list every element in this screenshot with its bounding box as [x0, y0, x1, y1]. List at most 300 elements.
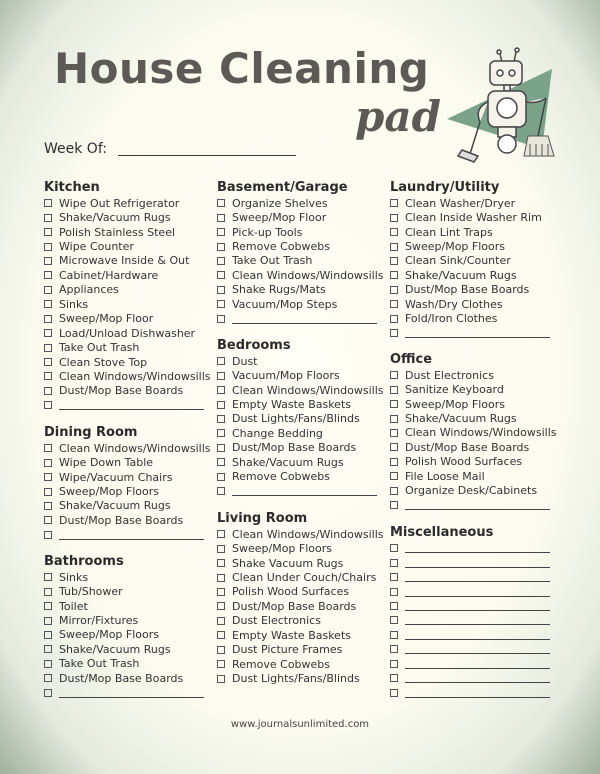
checklist-item-label: Fold/Iron Clothes: [405, 312, 498, 326]
section-title: Basement/Garage: [217, 180, 348, 195]
checkbox[interactable]: [390, 616, 398, 624]
checklist-item-label: Clean Inside Washer Rim: [405, 211, 542, 225]
checklist-item: [390, 426, 555, 440]
checklist-item-label: Dust Lights/Fans/Blinds: [232, 412, 360, 426]
checklist-item: [217, 268, 382, 282]
write-in-line[interactable]: [405, 617, 550, 625]
checkbox[interactable]: [44, 660, 52, 668]
checklist-item: [217, 441, 382, 455]
checklist-item: [44, 326, 209, 340]
checkbox[interactable]: [390, 487, 398, 495]
checkbox[interactable]: [390, 214, 398, 222]
checkbox[interactable]: [44, 617, 52, 625]
checklist-item-label: Clean Windows/Windowsills: [232, 268, 384, 282]
checkbox[interactable]: [217, 588, 225, 596]
checklist-item-label: Toilet: [59, 599, 88, 613]
checklist-item-label: Dust/Mop Base Boards: [59, 384, 184, 398]
checkbox[interactable]: [217, 530, 225, 538]
checkbox[interactable]: [217, 415, 225, 423]
checklist-item-label: Sweep/Mop Floor: [232, 211, 327, 225]
checklist-item-label: Shake/Vacuum Rugs: [232, 455, 344, 469]
section-title: Kitchen: [44, 180, 100, 195]
checkbox[interactable]: [390, 286, 398, 294]
checklist-item: [44, 225, 209, 239]
checklist-item: [44, 196, 209, 210]
section-title: Dining Room: [44, 425, 138, 440]
blank-checklist-item: [217, 312, 382, 326]
checklist-item-label: Remove Cobwebs: [232, 470, 331, 484]
checkbox[interactable]: [217, 228, 225, 236]
checklist-item: [44, 369, 209, 383]
checklist-item-label: Wipe Counter: [59, 240, 134, 254]
checklist-item: [217, 225, 382, 239]
checkbox[interactable]: [44, 588, 52, 596]
page-title: House Cleaning: [54, 44, 430, 93]
checklist-item: [217, 455, 382, 469]
checklist-item: [44, 657, 209, 671]
checklist-item: [217, 671, 382, 685]
checklist-item-label: Shake/Vacuum Rugs: [405, 268, 517, 282]
checkbox[interactable]: [217, 660, 225, 668]
checkbox[interactable]: [217, 559, 225, 567]
write-in-line[interactable]: [59, 690, 204, 698]
checklist-item-label: Organize Shelves: [232, 196, 328, 210]
checklist-item: [217, 556, 382, 570]
write-in-line[interactable]: [405, 646, 550, 654]
checklist-item: [44, 297, 209, 311]
section-title: Laundry/Utility: [390, 180, 500, 195]
checklist-item: [217, 397, 382, 411]
blank-checklist-item: [390, 685, 555, 699]
checklist-item: [217, 412, 382, 426]
checkbox[interactable]: [44, 444, 52, 452]
checkbox[interactable]: [390, 443, 398, 451]
checkbox[interactable]: [44, 689, 52, 697]
checkbox[interactable]: [217, 473, 225, 481]
blank-checklist-item: [44, 398, 209, 412]
checkbox[interactable]: [390, 689, 398, 697]
checklist-item-label: Microwave Inside & Out: [59, 254, 190, 268]
blank-checklist-item: [44, 528, 209, 542]
section-title: Office: [390, 352, 433, 367]
checklist-item-label: Sweep/Mop Floors: [405, 240, 505, 254]
checklist-item-label: Wipe/Vacuum Chairs: [59, 470, 173, 484]
checklist-item-label: Sweep/Mop Floors: [59, 485, 159, 499]
checkbox[interactable]: [44, 674, 52, 682]
checkbox[interactable]: [390, 400, 398, 408]
checkbox[interactable]: [390, 271, 398, 279]
checkbox[interactable]: [44, 531, 52, 539]
checkbox[interactable]: [44, 257, 52, 265]
checkbox[interactable]: [217, 458, 225, 466]
checkbox[interactable]: [390, 645, 398, 653]
checkbox[interactable]: [44, 329, 52, 337]
write-in-line[interactable]: [405, 502, 550, 510]
checkbox[interactable]: [217, 675, 225, 683]
checklist-item-label: Clean Under Couch/Chairs: [232, 571, 377, 585]
checklist-item: [217, 426, 382, 440]
checklist-item-label: Clean Lint Traps: [405, 225, 493, 239]
checklist-item-label: Load/Unload Dishwasher: [59, 326, 196, 340]
checkbox[interactable]: [44, 286, 52, 294]
checklist-item: [44, 628, 209, 642]
checkbox[interactable]: [44, 459, 52, 467]
checklist-item-label: Mirror/Fixtures: [59, 614, 139, 628]
checkbox[interactable]: [44, 488, 52, 496]
write-in-line[interactable]: [405, 690, 550, 698]
checklist-item: [390, 312, 555, 326]
checkbox[interactable]: [44, 631, 52, 639]
checklist-item: [44, 613, 209, 627]
checklist-item: [390, 210, 555, 224]
checklist-item-label: Dust Electronics: [405, 368, 494, 382]
checkbox[interactable]: [390, 472, 398, 480]
checkbox[interactable]: [390, 315, 398, 323]
checklist-item-label: Dust/Mop Base Boards: [59, 513, 184, 527]
checklist-item-label: Polish Wood Surfaces: [232, 585, 350, 599]
checkbox[interactable]: [217, 243, 225, 251]
checkbox[interactable]: [217, 401, 225, 409]
blank-checklist-item: [390, 613, 555, 627]
checklist-item: [390, 239, 555, 253]
checklist-item: [217, 470, 382, 484]
checkbox[interactable]: [217, 357, 225, 365]
blank-checklist-item: [390, 541, 555, 555]
section-title: Living Room: [217, 511, 308, 526]
checklist-item-label: Take Out Trash: [59, 657, 140, 671]
checklist-item-label: Organize Desk/Cabinets: [405, 484, 538, 498]
checklist-item-label: Sweep/Mop Floors: [59, 628, 159, 642]
checkbox[interactable]: [390, 573, 398, 581]
write-in-line[interactable]: [405, 603, 550, 611]
checkbox[interactable]: [390, 588, 398, 596]
blank-checklist-item: [390, 671, 555, 685]
footer-url: www.journalsunlimited.com: [230, 719, 370, 730]
blank-checklist-item: [390, 599, 555, 613]
checklist-item: [390, 283, 555, 297]
blank-checklist-item: [217, 484, 382, 498]
checkbox[interactable]: [44, 502, 52, 510]
write-in-line[interactable]: [405, 330, 550, 338]
checklist-item-label: Dust/Mop Base Boards: [232, 599, 357, 613]
checklist-item: [217, 570, 382, 584]
blank-checklist-item: [390, 555, 555, 569]
section-bathrooms: [44, 554, 209, 700]
checkbox[interactable]: [44, 473, 52, 481]
checklist-item-label: Shake Vacuum Rugs: [232, 556, 344, 570]
blank-checklist-item: [390, 498, 555, 512]
checklist-item-label: Clean Windows/Windowsills: [59, 441, 211, 455]
checklist-item-label: Polish Wood Surfaces: [405, 455, 523, 469]
checkbox[interactable]: [217, 257, 225, 265]
checkbox[interactable]: [390, 257, 398, 265]
checklist-item: [44, 283, 209, 297]
checklist-item-label: Shake Rugs/Mats: [232, 283, 326, 297]
checkbox[interactable]: [390, 243, 398, 251]
checklist-item: [44, 584, 209, 598]
section-office: [390, 352, 555, 512]
checklist-item: [217, 585, 382, 599]
checkbox[interactable]: [390, 458, 398, 466]
checklist-item: [390, 268, 555, 282]
checklist-item: [217, 239, 382, 253]
write-in-line[interactable]: [59, 532, 204, 540]
checkbox[interactable]: [390, 544, 398, 552]
checklist-item-label: Clean Windows/Windowsills: [405, 426, 557, 440]
checklist-item: [217, 354, 382, 368]
checkbox[interactable]: [390, 371, 398, 379]
checklist-item: [217, 628, 382, 642]
section-title: Miscellaneous: [390, 525, 494, 540]
checkbox[interactable]: [44, 271, 52, 279]
checklist-item: [390, 469, 555, 483]
week-of-label: Week Of:: [44, 141, 107, 157]
section-living-room: [217, 511, 382, 686]
checkbox[interactable]: [44, 401, 52, 409]
checklist-item-label: Take Out Trash: [59, 341, 140, 355]
write-in-line[interactable]: [232, 316, 377, 324]
checklist-item: [44, 455, 209, 469]
checklist-item-label: Sinks: [59, 570, 89, 584]
checkbox[interactable]: [390, 386, 398, 394]
checkbox[interactable]: [390, 199, 398, 207]
checklist-item: [44, 484, 209, 498]
blank-checklist-item: [390, 326, 555, 340]
checklist-item-label: Pick-up Tools: [232, 225, 303, 239]
section-miscellaneous: [390, 525, 555, 700]
checklist-item: [217, 368, 382, 382]
checkbox[interactable]: [390, 501, 398, 509]
checklist-item: [44, 513, 209, 527]
checkbox[interactable]: [390, 559, 398, 567]
checkbox[interactable]: [217, 199, 225, 207]
page-subtitle: pad: [355, 92, 441, 141]
checklist-item: [217, 383, 382, 397]
checklist-item: [217, 254, 382, 268]
checkbox[interactable]: [217, 286, 225, 294]
checklist-item-label: Cabinet/Hardware: [59, 268, 159, 282]
checklist-item-label: Dust Electronics: [232, 614, 321, 628]
checkbox[interactable]: [217, 300, 225, 308]
checkbox[interactable]: [390, 415, 398, 423]
checkbox[interactable]: [217, 429, 225, 437]
checkbox[interactable]: [44, 300, 52, 308]
section-title: Bedrooms: [217, 338, 291, 353]
blank-checklist-item: [390, 657, 555, 671]
checkbox[interactable]: [44, 372, 52, 380]
write-in-line[interactable]: [405, 675, 550, 683]
checklist-item: [44, 312, 209, 326]
section-laundry-utility: [390, 180, 555, 340]
write-in-line[interactable]: [405, 632, 550, 640]
checklist-item-label: Dust Lights/Fans/Blinds: [232, 672, 360, 686]
checkbox[interactable]: [44, 199, 52, 207]
checklist-item-label: Wipe Out Refrigerator: [59, 196, 180, 210]
checklist-item: [390, 382, 555, 396]
checklist-item: [44, 254, 209, 268]
checklist-item-label: Vacuum/Mop Steps: [232, 297, 338, 311]
section-bedrooms: [217, 338, 382, 498]
checkbox[interactable]: [390, 660, 398, 668]
checkbox[interactable]: [217, 545, 225, 553]
checklist-item-label: Remove Cobwebs: [232, 240, 331, 254]
section-kitchen: [44, 180, 209, 413]
checklist-item-label: Clean Washer/Dryer: [405, 196, 516, 210]
checkbox[interactable]: [217, 214, 225, 222]
write-in-line[interactable]: [405, 589, 550, 597]
checkbox[interactable]: [217, 315, 225, 323]
checklist-item: [390, 225, 555, 239]
write-in-line[interactable]: [405, 661, 550, 669]
checklist-item-label: Shake/Vacuum Rugs: [59, 211, 171, 225]
write-in-line[interactable]: [59, 402, 204, 410]
checklist-item: [390, 254, 555, 268]
checklist-item: [217, 614, 382, 628]
checkbox[interactable]: [217, 487, 225, 495]
write-in-line[interactable]: [405, 545, 550, 553]
checklist-item-label: Appliances: [59, 283, 119, 297]
checklist-item-label: Sweep/Mop Floors: [405, 397, 505, 411]
checklist-item: [44, 642, 209, 656]
week-of-field[interactable]: [118, 155, 296, 156]
write-in-line[interactable]: [405, 574, 550, 582]
checklist-item: [390, 397, 555, 411]
checkbox[interactable]: [217, 271, 225, 279]
checkbox[interactable]: [390, 674, 398, 682]
checklist-item: [44, 599, 209, 613]
checklist-item: [390, 297, 555, 311]
checklist-item-label: Clean Windows/Windowsills: [232, 527, 384, 541]
checkbox[interactable]: [44, 602, 52, 610]
checkbox[interactable]: [217, 444, 225, 452]
checklist-item-label: Sweep/Mop Floors: [232, 542, 332, 556]
checklist-item: [390, 440, 555, 454]
checkbox[interactable]: [390, 631, 398, 639]
checkbox[interactable]: [44, 358, 52, 366]
checklist-item: [44, 384, 209, 398]
checklist-item-label: Shake/Vacuum Rugs: [59, 642, 171, 656]
checklist-item-label: Clean Sink/Counter: [405, 254, 511, 268]
checklist-item: [217, 599, 382, 613]
checklist-item: [390, 484, 555, 498]
section-title: Bathrooms: [44, 554, 124, 569]
checklist-item: [44, 441, 209, 455]
checklist-item: [217, 643, 382, 657]
checklist-item-label: Sanitize Keyboard: [405, 383, 504, 397]
checkbox[interactable]: [44, 516, 52, 524]
checklist-item-label: Dust Picture Frames: [232, 643, 343, 657]
checklist-item-label: Wipe Down Table: [59, 456, 154, 470]
checkbox[interactable]: [217, 646, 225, 654]
blank-checklist-item: [390, 642, 555, 656]
checkbox[interactable]: [44, 344, 52, 352]
checklist-item-label: Sweep/Mop Floor: [59, 312, 154, 326]
checklist-item-label: Shake/Vacuum Rugs: [59, 499, 171, 513]
checklist-item: [44, 239, 209, 253]
checkbox[interactable]: [44, 573, 52, 581]
checklist-item: [390, 411, 555, 425]
checkbox[interactable]: [217, 372, 225, 380]
checklist-item-label: Shake/Vacuum Rugs: [405, 412, 517, 426]
checklist-item-label: Sinks: [59, 297, 89, 311]
checklist-item: [44, 340, 209, 354]
checklist-item-label: Dust/Mop Base Boards: [405, 283, 530, 297]
checklist-item: [44, 499, 209, 513]
checklist-item-label: Clean Stove Top: [59, 355, 148, 369]
checkbox[interactable]: [390, 602, 398, 610]
blank-checklist-item: [390, 570, 555, 584]
checklist-item: [390, 455, 555, 469]
checkbox[interactable]: [390, 228, 398, 236]
checkbox[interactable]: [390, 329, 398, 337]
checkbox[interactable]: [44, 243, 52, 251]
checklist-item-label: Change Bedding: [232, 426, 323, 440]
checklist-item-label: Dust: [232, 354, 258, 368]
checklist-item-label: Empty Waste Baskets: [232, 628, 351, 642]
checklist-item: [390, 368, 555, 382]
checkbox[interactable]: [217, 602, 225, 610]
checklist-item-label: Dust/Mop Base Boards: [59, 671, 184, 685]
checklist-item-label: Dust/Mop Base Boards: [232, 441, 357, 455]
checkbox[interactable]: [217, 574, 225, 582]
section-dining-room: [44, 425, 209, 542]
checklist-item: [44, 210, 209, 224]
checklist-item: [217, 527, 382, 541]
checklist-item-label: File Loose Mail: [405, 469, 485, 483]
checklist-item-label: Dust/Mop Base Boards: [405, 440, 530, 454]
checkbox[interactable]: [217, 631, 225, 639]
checklist-item: [44, 671, 209, 685]
checklist-item: [217, 657, 382, 671]
checklist-item: [217, 297, 382, 311]
checklist-item: [44, 470, 209, 484]
checkbox[interactable]: [217, 617, 225, 625]
checklist-item-label: Clean Windows/Windowsills: [59, 369, 211, 383]
checklist-item: [217, 196, 382, 210]
blank-checklist-item: [390, 584, 555, 598]
checklist-item-label: Vacuum/Mop Floors: [232, 369, 340, 383]
checkbox[interactable]: [44, 645, 52, 653]
checklist-item: [44, 355, 209, 369]
checklist-item-label: Take Out Trash: [232, 254, 313, 268]
robot-illustration: [442, 44, 562, 164]
checklist-item-label: Remove Cobwebs: [232, 657, 331, 671]
checklist-item-label: Tub/Shower: [59, 585, 123, 599]
checklist-item: [217, 541, 382, 555]
checkbox[interactable]: [44, 228, 52, 236]
checkbox[interactable]: [390, 300, 398, 308]
blank-checklist-item: [390, 628, 555, 642]
checkbox[interactable]: [217, 386, 225, 394]
checklist-item: [44, 268, 209, 282]
write-in-line[interactable]: [405, 560, 550, 568]
blank-checklist-item: [44, 686, 209, 700]
checklist-item: [44, 570, 209, 584]
checklist-item: [390, 196, 555, 210]
section-basement-garage: [217, 180, 382, 326]
checkbox[interactable]: [44, 214, 52, 222]
checkbox[interactable]: [44, 315, 52, 323]
checklist-item-label: Empty Waste Baskets: [232, 398, 351, 412]
checklist-item-label: Clean Windows/Windowsills: [232, 383, 384, 397]
checklist-item: [217, 283, 382, 297]
write-in-line[interactable]: [232, 488, 377, 496]
checklist-item-label: Polish Stainless Steel: [59, 225, 176, 239]
checkbox[interactable]: [390, 429, 398, 437]
checklist-item-label: Wash/Dry Clothes: [405, 297, 503, 311]
checkbox[interactable]: [44, 387, 52, 395]
checklist-item: [217, 210, 382, 224]
